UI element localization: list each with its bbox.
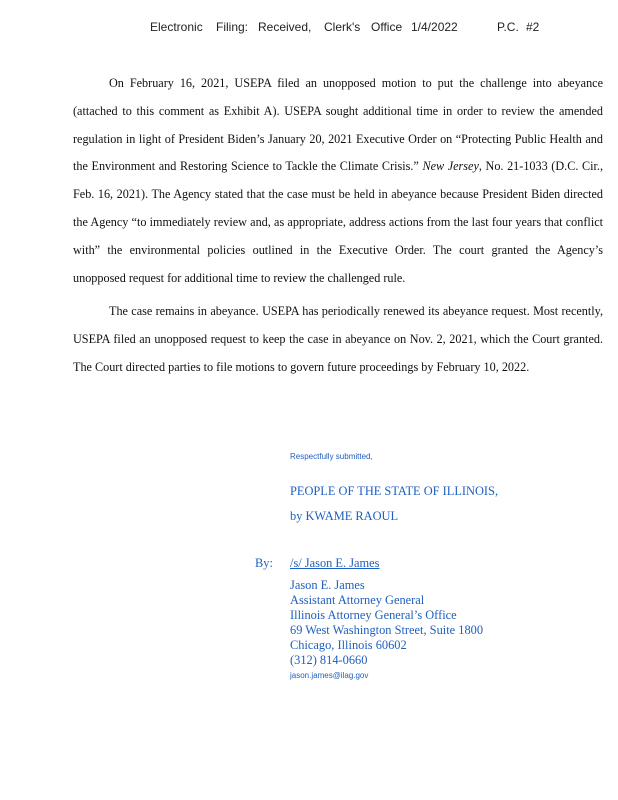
city-address: Chicago, Illinois 60602 xyxy=(290,638,407,652)
street-address: 69 West Washington Street, Suite 1800 xyxy=(290,623,484,637)
phone-number: (312) 814-0660 xyxy=(290,653,368,667)
header-pc: P.C. xyxy=(497,20,519,34)
header-filing: Filing: xyxy=(216,20,249,34)
by-label: By: xyxy=(255,556,273,570)
email-address: jason.james@ilag.gov xyxy=(290,671,369,680)
electronic-signature: /s/ Jason E. James xyxy=(290,556,380,570)
document-body xyxy=(73,70,603,382)
respectfully-submitted: Respectfully submitted, xyxy=(290,452,373,461)
party-name: PEOPLE OF THE STATE OF ILLINOIS, xyxy=(290,484,499,498)
paragraph-abeyance: The case remains in abeyance. USEPA has periodically renewed its abeyance request. Most recently, USEPA filed an unopposed request to keep the case in abeyance on Nov. 2, 2021, which the Court granted. The Court directed parties to file motions to govern future proceedings by February 10, 2022. xyxy=(73,304,603,374)
attorney-office: Illinois Attorney General’s Office xyxy=(290,608,457,622)
header-received: Received, xyxy=(258,20,312,34)
attorney-title: Assistant Attorney General xyxy=(290,593,425,607)
header-electronic: Electronic xyxy=(150,20,203,34)
attorney-general-name: by KWAME RAOUL xyxy=(290,509,399,523)
header-clerks: Clerk's xyxy=(324,20,361,34)
attorney-name: Jason E. James xyxy=(290,578,365,592)
header-pc-number: #2 xyxy=(526,20,540,34)
attorney-contact-block xyxy=(290,578,483,683)
paragraph-motion: On February 16, 2021, USEPA filed an unopposed motion to put the challenge into abeyance (attached to this comment as Exhibit A). USEPA sought additional time in order to review the amended regulation in light of President Biden’s January 20, 2021 Executive Order on “Protecting Public Health and the Environment and Restoring Science to Tackle the Climate Crisis.” New Jersey, No. 21-1033 (D.C. Cir., Feb. 16, 2021). The Agency stated that the case must be held in abeyance because President Biden directed the Agency “to immediately review and, as appropriate, address actions from the last four years that conflict with” the environmental policies outlined in the Executive Order. The court granted the Agency’s unopposed request for additional time to review the challenged rule. xyxy=(73,76,603,285)
header-office: Office xyxy=(371,20,403,34)
case-name: New Jersey xyxy=(422,159,479,174)
header-date: 1/4/2022 xyxy=(411,20,458,34)
